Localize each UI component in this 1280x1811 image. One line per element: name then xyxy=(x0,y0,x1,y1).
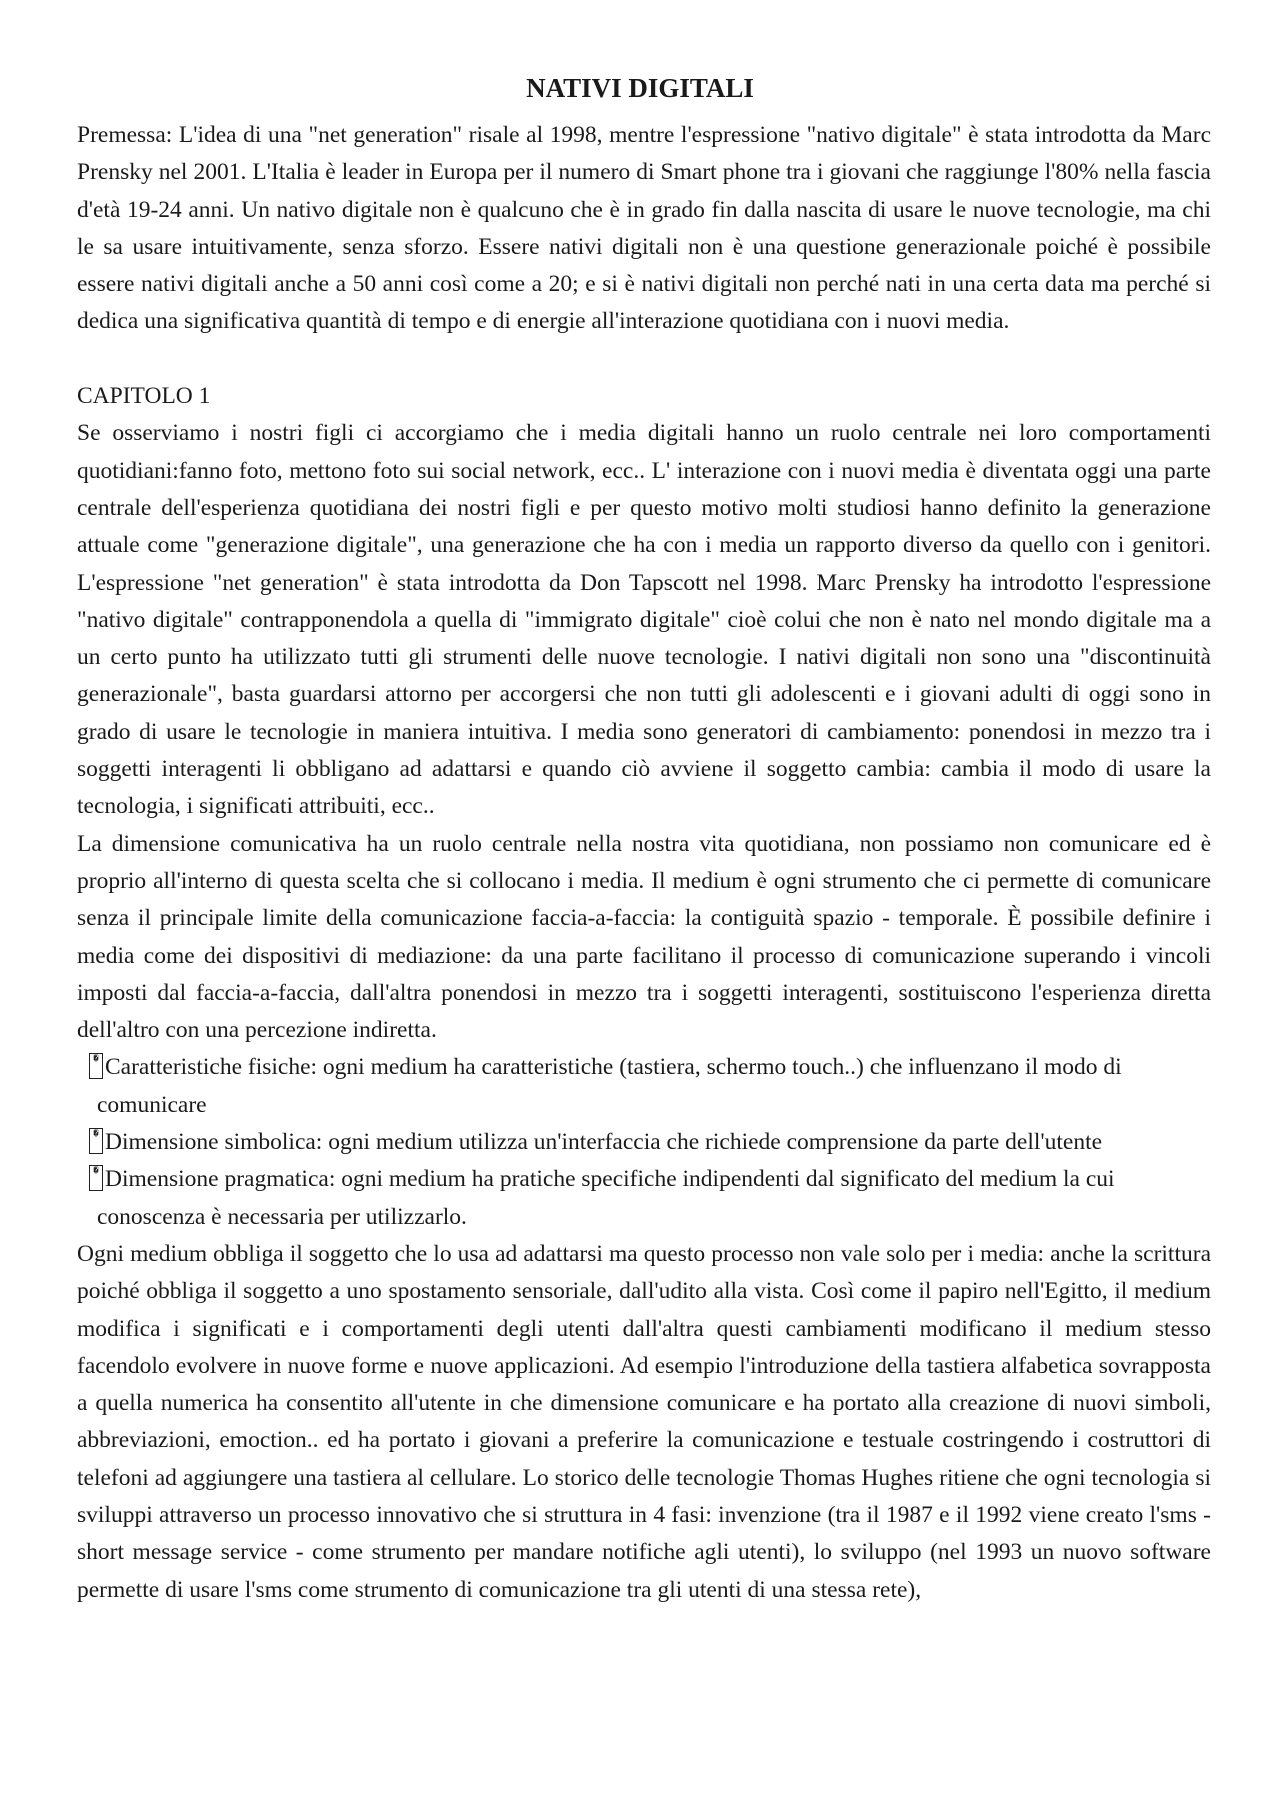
list-item-text: Caratteristiche fisiche: ogni medium ha caratteristiche (tastiera, schermo touch..) che influenzano il modo di comunicare xyxy=(97,1054,1122,1118)
missing-glyph-icon: � xyxy=(89,1128,103,1154)
missing-glyph-icon: � xyxy=(89,1053,103,1079)
list-item-text: Dimensione simbolica: ogni medium utilizza un'interfaccia che richiede comprensione da parte dell'utente xyxy=(105,1129,1103,1156)
intro-paragraph: Premessa: L'idea di una "net generation" risale al 1998, mentre l'espressione "nativo digitale" è stata introdotta da Marc Prensky nel 2001. L'Italia è leader in Europa per il numero di Smart phone tra i giovani che raggiunge l'80% nella fascia d'età 19-24 anni. Un nativo digitale non è qualcuno che è in grado fin dalla nascita di usare le nuove tecnologie, ma chi le sa usare intuitivamente, senza sforzo. Essere nativi digitali non è una questione generazionale poiché è possibile essere nativi digitali anche a 50 anni così come a 20; e si è nativi digitali non perché nati in una certa data ma perché si dedica una significativa quantità di tempo e di energie all'interazione quotidiana con i nuovi media. xyxy=(77,122,1211,335)
blank-line xyxy=(77,341,1211,378)
list-item-text: Dimensione pragmatica: ogni medium ha pratiche specifiche indipendenti dal significato del medium la cui conoscenza è necessaria per utilizzarlo. xyxy=(97,1166,1115,1230)
chapter-heading: CAPITOLO 1 xyxy=(77,383,211,410)
media-features-list xyxy=(77,1049,1211,1235)
paragraph-2: La dimensione comunicativa ha un ruolo centrale nella nostra vita quotidiana, non possiamo non comunicare ed è proprio all'interno di questa scelta che si collocano i media. Il medium è ogni strumento che ci permette di comunicare senza il principale limite della comunicazione faccia-a-faccia: la contiguità spazio - temporale. È possibile definire i media come dei dispositivi di mediazione: da una parte facilitano il processo di comunicazione superando i vincoli imposti dal faccia-a-faccia, dall'altra ponendosi in mezzo tra i soggetti interagenti, sostituiscono l'esperienza diretta dell'altro con una percezione indiretta. xyxy=(77,830,1211,1044)
missing-glyph-icon: � xyxy=(89,1165,103,1191)
list-item xyxy=(69,1124,1211,1161)
document-title: NATIVI DIGITALI xyxy=(526,73,754,103)
document-body xyxy=(77,117,1211,1609)
paragraph-1: Se osserviamo i nostri figli ci accorgiamo che i media digitali hanno un ruolo centrale nei loro comportamenti quotidiani:fanno foto, mettono foto sui social network, ecc.. L' interazione con i nuovi media è diventata oggi una parte centrale dell'esperienza quotidiana dei nostri figli e per questo motivo molti studiosi hanno definito la generazione attuale come "generazione digitale", una generazione che ha con i media un rapporto diverso da quello con i genitori. L'espressione "net generation" è stata introdotta da Don Tapscott nel 1998. Marc Prensky ha introdotto l'espressione "nativo digitale" contrapponendola a quella di "immigrato digitale" cioè colui che non è nato nel mondo digitale ma a un certo punto ha utilizzato tutti gli strumenti delle nuove tecnologie. I nativi digitali non sono una "discontinuità generazionale", basta guardarsi attorno per accorgersi che non tutti gli adolescenti e i giovani adulti di oggi sono in grado di usare le tecnologie in maniera intuitiva. I media sono generatori di cambiamento: ponendosi in mezzo tra i soggetti interagenti li obbligano ad adattarsi e quando ciò avviene il soggetto cambia: cambia il modo di usare la tecnologia, i significati attribuiti, ecc.. xyxy=(77,420,1211,820)
paragraph-3: Ogni medium obbliga il soggetto che lo usa ad adattarsi ma questo processo non vale solo per i media: anche la scrittura poiché obbliga il soggetto a uno spostamento sensoriale, dall'udito alla vista. Così come il papiro nell'Egitto, il medium modifica i significati e i comportamenti degli utenti dall'altra questi cambiamenti modificano il medium stesso facendolo evolvere in nuove forme e nuove applicazioni. Ad esempio l'introduzione della tastiera alfabetica sovrapposta a quella numerica ha consentito all'utente in che dimensione comunicare e ha portato alla creazione di nuovi simboli, abbreviazioni, emoction.. ed ha portato i giovani a preferire la comunicazione e testuale costringendo i costruttori di telefoni ad aggiungere una tastiera al cellulare. Lo storico delle tecnologie Thomas Hughes ritiene che ogni tecnologia si sviluppi attraverso un processo innovativo che si struttura in 4 fasi: invenzione (tra il 1987 e il 1992 viene creato l'sms - short message service - come strumento per mandare notifiche agli utenti), lo sviluppo (nel 1993 un nuovo software permette di usare l'sms come strumento di comunicazione tra gli utenti di una stessa rete), xyxy=(77,1240,1211,1603)
list-item xyxy=(69,1049,1211,1124)
list-item xyxy=(69,1161,1211,1236)
